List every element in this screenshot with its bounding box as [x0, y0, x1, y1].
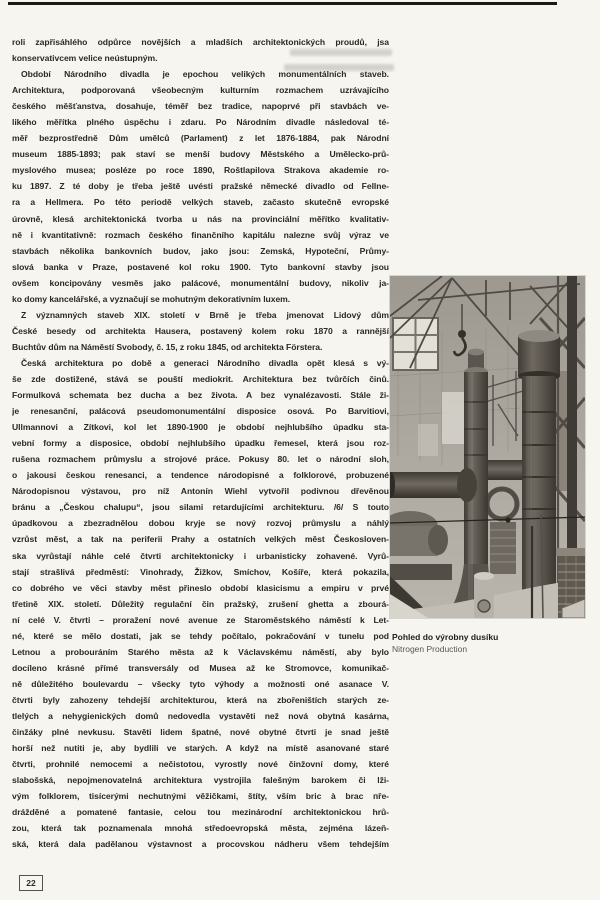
text-line: Formulková schemata bez ducha a bez života. A bez vynalézavosti. Stále ži-: [12, 390, 389, 401]
text-line: Architektura, podporovaná všeobecným kulturním rozmachem uzrávajícího: [12, 85, 389, 96]
nitrogen-plant-photo: [390, 276, 585, 618]
small-cylinder: [474, 572, 494, 618]
text-line: museum 1885-1893; pak staví se menší budovy Městského a Umělecko-prů-: [12, 149, 389, 160]
text-line: né, které se mělo dostati, jak se tehdy počítalo, pokračování v tunelu pod: [12, 630, 389, 641]
text-line: třetině XIX. století. Důležitý regulační čin pražský, zrušení ghetta a zbourá-: [12, 598, 389, 609]
factory-window: [393, 318, 438, 370]
text-line: konservativcem velice neústupným.: [12, 53, 158, 64]
text-line: je renesanční, palácová pseudomonumentální disposice osová. Po Barvitiovi,: [12, 406, 389, 417]
text-line: myslového musea; posléze po roce 1890, Roštlapilova Strakova akademie ro-: [12, 165, 389, 176]
text-line: vým folklorem, tisícerými nechutnými věžičkami, štíty, vším bric à brac пře-: [12, 791, 389, 802]
rod-fitting: [505, 517, 510, 522]
text-line: stavbách několika bankovních budov, jako jsou: Zemská, Hypoteční, Průmy-: [12, 245, 389, 256]
text-line: stají strašlivá předměstí: Vinohrady, Žižkov, Smíchov, Košíře, která pokazila,: [12, 566, 389, 577]
text-line: likého měřítka plného úspěchu i zdaru. Po Národním divadle následoval té-: [12, 117, 389, 128]
light-patch: [418, 424, 438, 456]
right-tower: [518, 330, 560, 618]
text-line: úpadkovou a zbezradnělou dobou kryje se nový rozvoj průmyslu a náhlý: [12, 518, 389, 529]
text-line: Období Národního divadla je epochou velikých monumentálních staveb.: [21, 69, 389, 80]
text-line: ko domy kancelářské, a vyznačují se mohutným dekorativním luxem.: [12, 293, 291, 304]
text-line: českého měšťanstva, dosahuje, téměř bez tradice, napoprvé při stavbách ve-: [12, 101, 389, 112]
text-line: slabošská, nepojmenovatelná architektura vystrojila falešným barokem či lži-: [12, 775, 389, 786]
text-line: Česká architektura po době a generaci Národního divadla opět klesá s vý-: [21, 357, 389, 368]
text-line: ně i kvantitativně: rozmach českého finančního kapitálu nalezne svůj výraz ve: [12, 229, 389, 240]
text-line: vební formy a disposice, období nejhlubšího úpadku řemesel, která jsou roz-: [12, 438, 389, 449]
text-line: docíleno krásné přímé transversály od Musea až ke Stromovce, komunikač-: [12, 662, 389, 673]
figure-photo: [390, 276, 585, 618]
text-line: Národopisnou výstavou, pro níž Antonín Wiehl vytvořil podivnou dřevěnou: [12, 486, 389, 497]
text-line: ská, která dala padělanou výstavnost a procovskou nádheru všem tehdejším: [12, 839, 389, 850]
text-line: ra a Hellmera. Po této periodě velkých staveb, začasto skutečně evropské: [12, 197, 389, 208]
text-line: Ullmannovi a Zítkovi, kol let 1890-1900 je období nejhlubšího úpadku sta-: [12, 422, 389, 433]
page-number: 22: [19, 875, 43, 891]
text-line: rušena rozmachem průmyslu a strojové práce. Pokusy 80. let o národní sloh,: [12, 454, 389, 465]
text-line: ku 1897. Z té doby je třeba ještě uvésti pražské německé divadlo od Fellne-: [12, 181, 389, 192]
text-line: vzrůst měst, a tak na periferii Prahy a ostatních velkých měst Českosloven-: [12, 534, 389, 545]
page-top-rule: [8, 2, 557, 5]
text-line: zou, která tak poznamenala mnohá středoevropská města, zejména lázeň-: [12, 823, 389, 834]
text-line: čtvrti, prohnilé nemocemi a nečistotou, vyrostly nové činžovní domy, které: [12, 759, 389, 770]
text-line: roli zapřisáhlého odpůrce novějších a mladších architektonických proudů, jsa: [12, 37, 389, 47]
text-line: Z významných staveb XIX. století v Brně je třeba jmenovat Lidový dům: [21, 309, 389, 320]
text-line: Buchtův dům na Náměstí Svobody, č. 15, z roku 1845, od architekta Förstera.: [12, 341, 323, 352]
text-line: tlelých a nehygienických domů nedovedla vystavěti než nová obytná kasárna,: [12, 710, 389, 721]
pipe: [486, 460, 522, 480]
text-line: o jakousi českou renesanci, a tendence národopisné a folklorové, probuzené: [12, 470, 389, 481]
text-line: čtvrti byly zahozeny tehdejší architekturou, která na zbořeništích starých ze-: [12, 694, 389, 705]
main-pipe: [390, 468, 477, 502]
caption-english: Nitrogen Production: [392, 644, 468, 654]
text-line: slová banka v Praze, postavené kol roku 1900. Tyto bankovní stavby jsou: [12, 261, 389, 272]
text-line: České besedy od architekta Hausera, postavený kolem roku 1870 a rannější: [12, 325, 389, 336]
text-line: měř bezprostředně Dům umělců (Parlament) z let 1876-1884, pak Národní: [12, 133, 389, 144]
text-line: drážděné a pomatené fantasie, celou tou mezinárodní architektonickou hrů-: [12, 807, 389, 818]
text-line: úrovně, klesá architektonická tvorba u nás na provinciální měřítko kvalitativ-: [12, 213, 389, 224]
text-line: činžáky plné nevkusu. Stavěti lidem špatné, nové obytné čtvrti je snad ještě: [12, 727, 389, 738]
text-line: bránu a „Českou chalupu“, jsou silami retardujícími architekturu. /6/ S touto: [12, 502, 389, 513]
text-line: ně důležitého boulevardu – všecky tyto výhody a možnosti oné asanace V.: [12, 678, 389, 689]
text-line: Letnou a probouráním Starého města až k Václavskému náměstí, aby bylo: [12, 646, 389, 657]
text-line: horší než nutiti je, aby bydlili ve starých. A když na místě asanované staré: [12, 743, 389, 754]
text-line: co dobrého ve věci stavby měst přineslo období klasicismu a empiru v prvé: [12, 582, 389, 593]
text-column: [12, 34, 389, 852]
caption-czech: Pohled do výrobny dusíku: [392, 632, 499, 642]
figure-caption: [392, 631, 582, 655]
text-line: ovšem koncipovány vesměs jako palácové, monumentální budovy, nikoliv ja-: [12, 277, 389, 288]
text-line: ska vyrůstají náhle celé čtvrti architektonicky i urbanisticky zohavené. Vyrů-: [12, 550, 389, 561]
text-line: ní celé V. čtvrti – proražení nové avenue ze Staroměstského náměstí k Let-: [12, 614, 389, 625]
text-line: še zde dostižené, stává se pouští mediokrit. Architektura bez tvůrčích činů.: [12, 373, 389, 384]
